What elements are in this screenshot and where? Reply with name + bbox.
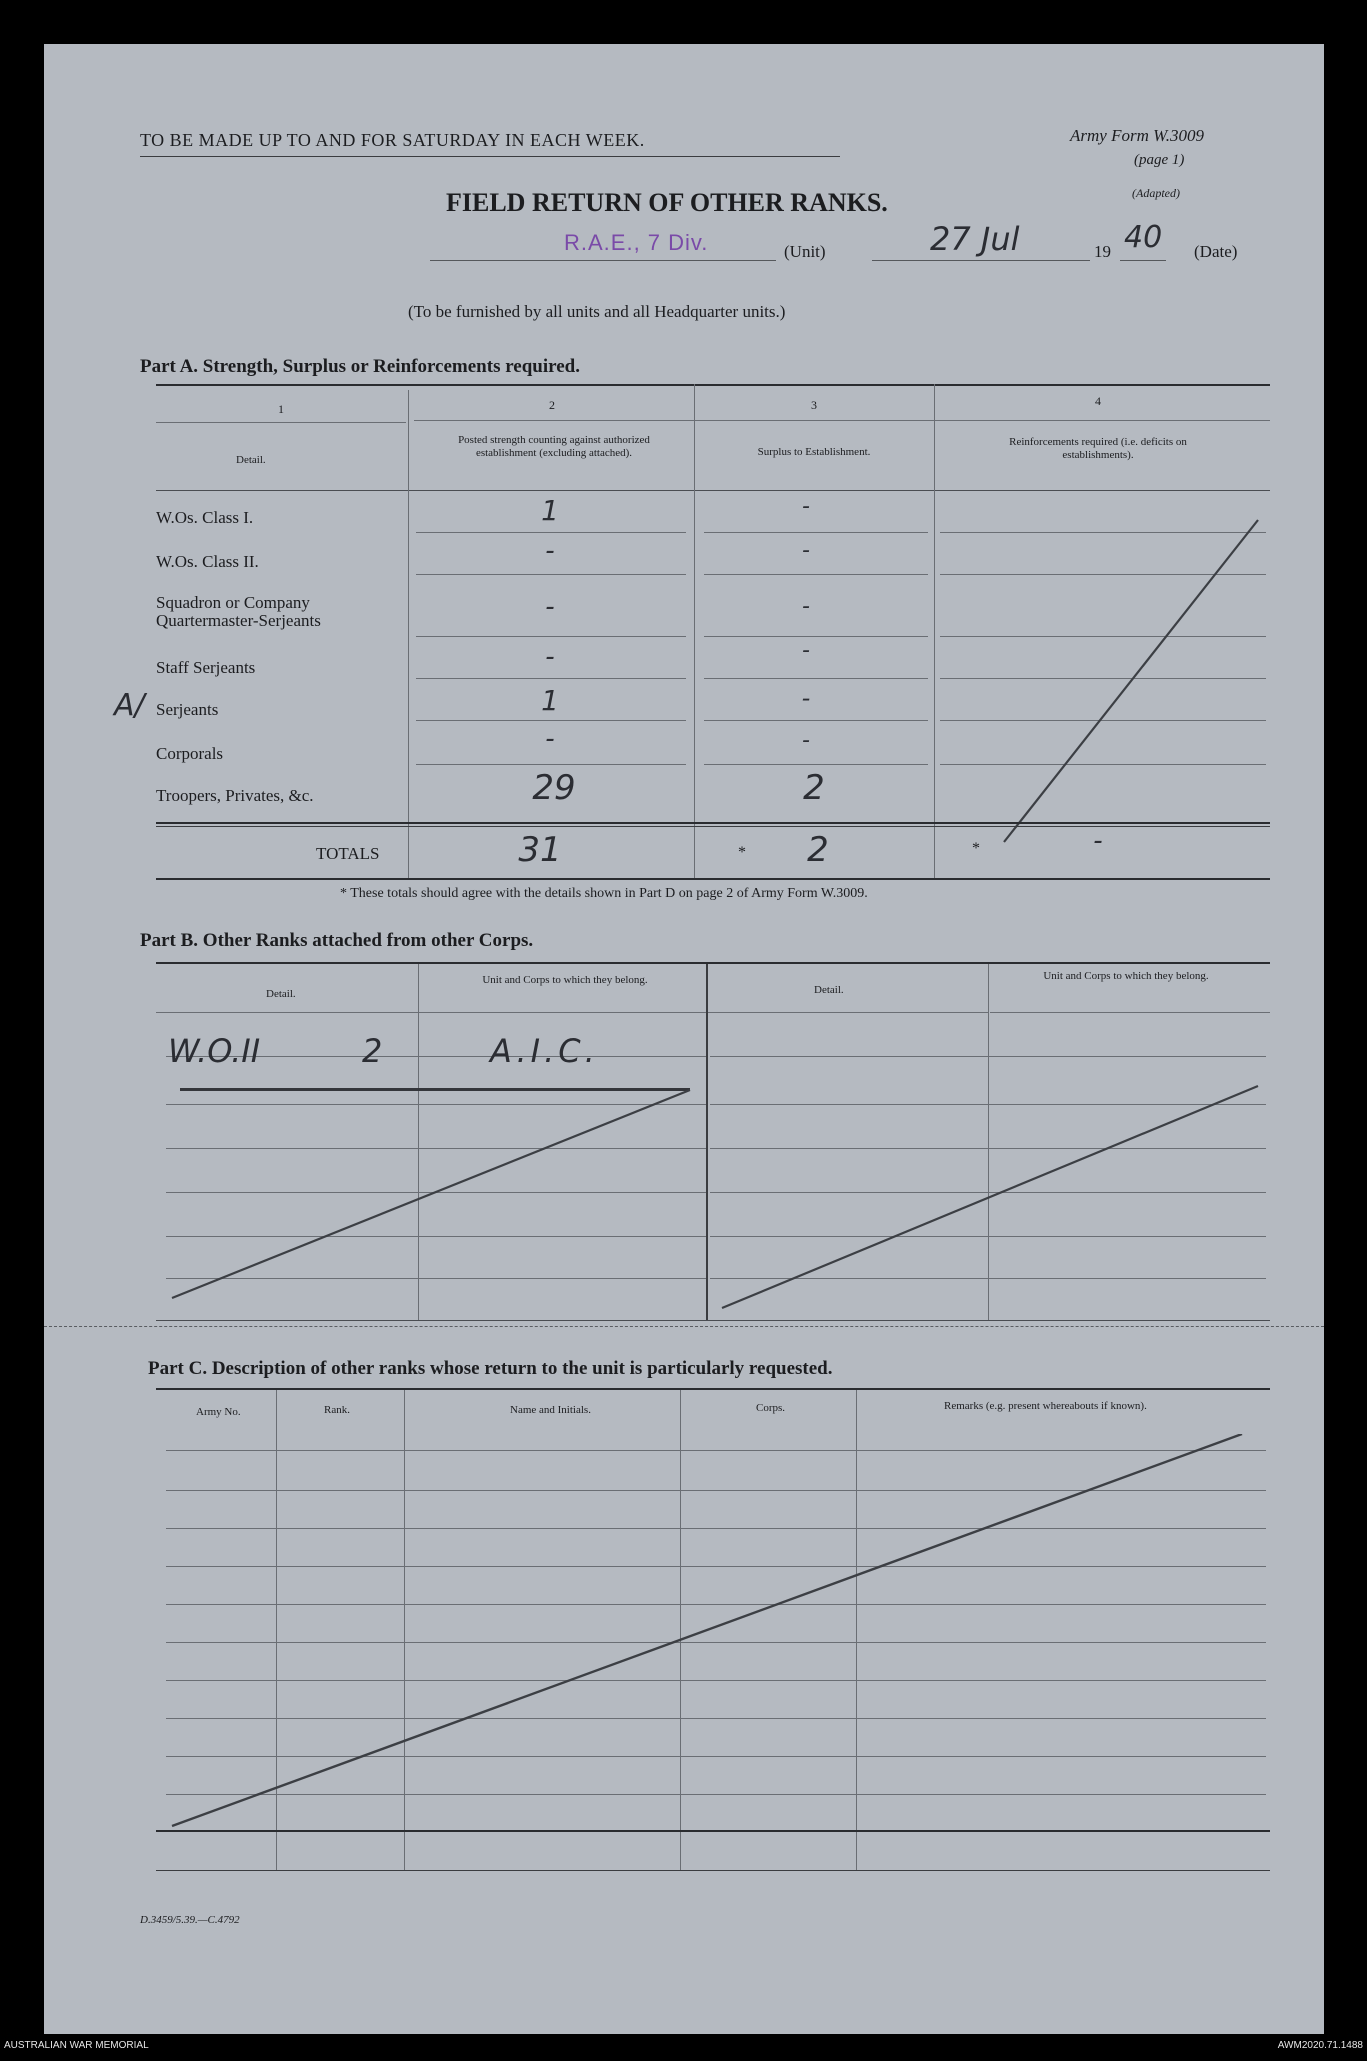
surplus-wo1: - <box>802 494 810 519</box>
posted-troopers: 29 <box>532 768 576 808</box>
part-b-header-detail-1: Detail. <box>266 988 296 1000</box>
row-label-cqms: Squadron or Company Quartermaster-Serjeants <box>156 593 321 630</box>
row-label-corporals: Corporals <box>156 744 224 763</box>
margin-note: A/ <box>114 688 145 723</box>
part-a-colnum-2: 2 <box>549 398 555 412</box>
total-posted: 31 <box>518 830 562 870</box>
surplus-wo2: - <box>802 538 810 563</box>
date-label: (Date) <box>1194 242 1238 261</box>
part-b-title: Part B. Other Ranks attached from other Corps. <box>140 930 534 951</box>
credit-left: AUSTRALIAN WAR MEMORIAL <box>4 2040 149 2051</box>
part-b-header-rule-3 <box>990 1012 1270 1013</box>
part-a-title: Part A. Strength, Surplus or Reinforcements required. <box>140 356 580 377</box>
part-b-header-detail-2: Detail. <box>814 984 844 996</box>
part-a-header-reinforcements: Reinforcements required (i.e. deficits on establishments). <box>1009 436 1187 461</box>
total-reinforcements-star: * <box>972 840 980 857</box>
posted-corporals: - <box>545 724 555 754</box>
totals-top-rule-2 <box>156 826 1270 827</box>
part-a-colnum-4: 4 <box>1095 394 1101 408</box>
row-rule <box>704 764 928 765</box>
totals-label: TOTALS <box>316 844 380 863</box>
part-c-strike <box>156 1434 1270 1894</box>
totals-top-rule <box>156 822 1270 824</box>
part-a-colnum-1: 1 <box>278 402 284 416</box>
fold-line <box>44 1326 1324 1327</box>
instruction-text: TO BE MADE UP TO AND FOR SATURDAY IN EACH WEEK. <box>140 130 645 150</box>
part-a-footnote: * These totals should agree with the details shown in Part D on page 2 of Army Form W.3009. <box>340 886 868 901</box>
part-b-strikes <box>156 1084 1270 1324</box>
row-label-staff-serjeants: Staff Serjeants <box>156 658 256 677</box>
part-b-header-corps-2: Unit and Corps to which they belong. <box>1043 970 1209 982</box>
row-rule <box>704 532 928 533</box>
total-reinforcements: - <box>1093 826 1103 856</box>
row-rule <box>704 678 928 679</box>
unit-label: (Unit) <box>784 242 826 261</box>
instruction-underline <box>140 156 840 157</box>
total-surplus-star: * <box>738 844 746 861</box>
year-prefix: 19 <box>1094 242 1111 261</box>
part-b-entry-detail: W.O.II <box>168 1032 261 1070</box>
row-rule <box>416 678 686 679</box>
form-sheet <box>44 44 1324 2034</box>
part-b-entry-count: 2 <box>362 1032 383 1070</box>
row-rule <box>416 720 686 721</box>
part-b-header-rule-2 <box>708 1012 988 1013</box>
part-c-title: Part C. Description of other ranks whose return to the unit is particularly requested. <box>148 1358 833 1379</box>
part-b-header-corps-1: Unit and Corps to which they belong. <box>482 974 648 986</box>
row-rule <box>416 636 686 637</box>
row-label-wo2: W.Os. Class II. <box>156 552 259 571</box>
total-surplus: 2 <box>807 830 829 870</box>
part-a-colnum-3: 3 <box>811 398 817 412</box>
adapted-note: (Adapted) <box>1132 186 1180 200</box>
posted-cqms: - <box>545 592 555 622</box>
part-c-top-rule <box>156 1388 1270 1390</box>
part-b-header-rule-1 <box>156 1012 706 1013</box>
part-a-header-surplus: Surplus to Establishment. <box>757 446 871 458</box>
posted-wo2: - <box>545 536 555 566</box>
part-a-header-posted: Posted strength counting against authorized establishment (excluding attached). <box>458 434 650 459</box>
totals-bottom-rule <box>156 878 1270 880</box>
part-b-row-rule <box>710 1056 1266 1057</box>
year-line <box>1120 260 1166 261</box>
part-c-header-army-no: Army No. <box>196 1406 241 1418</box>
row-rule <box>416 574 686 575</box>
part-a-vline-2 <box>694 384 695 880</box>
date-handwritten: 27 Jul <box>930 220 1020 258</box>
part-a-num-rule-2 <box>414 420 1270 421</box>
form-title: FIELD RETURN OF OTHER RANKS. <box>446 188 888 217</box>
row-rule <box>704 574 928 575</box>
part-c-header-remarks: Remarks (e.g. present whereabouts if known). <box>944 1400 1147 1412</box>
posted-wo1: 1 <box>541 494 559 527</box>
part-b-top-rule <box>156 962 1270 964</box>
part-a-vline-1 <box>408 390 409 880</box>
part-b-entry-corps: A.I.C. <box>490 1032 599 1070</box>
surplus-corporals: - <box>802 728 810 753</box>
page-number: (page 1) <box>1134 152 1185 168</box>
row-rule <box>704 720 928 721</box>
row-rule <box>416 532 686 533</box>
part-a-header-detail: Detail. <box>236 454 266 466</box>
part-c-header-name: Name and Initials. <box>510 1404 591 1416</box>
surplus-staff-serjeants: - <box>802 638 810 663</box>
row-rule <box>704 636 928 637</box>
reinforcements-strike <box>934 504 1274 864</box>
row-rule <box>416 764 686 765</box>
subtitle: (To be furnished by all units and all Headquarter units.) <box>408 302 786 321</box>
row-label-troopers: Troopers, Privates, &c. <box>156 786 314 805</box>
part-a-num-rule-1 <box>156 422 406 423</box>
row-label-wo1: W.Os. Class I. <box>156 508 254 527</box>
part-c-header-corps: Corps. <box>756 1402 786 1414</box>
part-a-top-rule <box>156 384 1270 386</box>
posted-serjeants: 1 <box>541 684 559 717</box>
part-c-header-rank: Rank. <box>324 1404 350 1416</box>
part-a-header-rule <box>156 490 1270 491</box>
unit-line <box>430 260 776 261</box>
date-line <box>872 260 1090 261</box>
surplus-serjeants: - <box>801 684 811 712</box>
credit-right: AWM2020.71.1488 <box>1277 2040 1363 2051</box>
print-code: D.3459/5.39.—C.4792 <box>140 1914 240 1926</box>
surplus-troopers: 2 <box>803 768 825 808</box>
year-handwritten: 40 <box>1124 220 1163 255</box>
form-number: Army Form W.3009 <box>1070 126 1204 145</box>
posted-staff-serjeants: - <box>545 642 555 672</box>
surplus-cqms: - <box>802 594 810 619</box>
unit-stamp: R.A.E., 7 Div. <box>564 230 709 255</box>
row-label-serjeants: Serjeants <box>156 700 219 719</box>
